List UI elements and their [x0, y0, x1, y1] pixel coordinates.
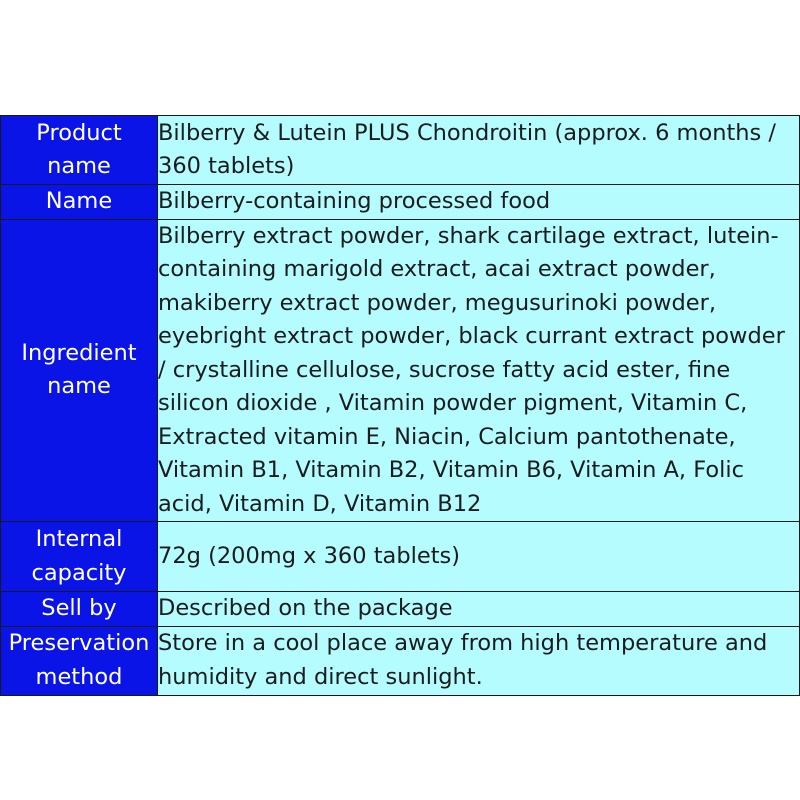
table-row-product-name [1, 116, 800, 185]
product-spec-table [0, 115, 800, 696]
row-label-product-name: Product name [1, 116, 158, 185]
table-row-internal-capacity [1, 522, 800, 592]
row-value-internal-capacity: 72g (200mg x 360 tablets) [158, 522, 800, 592]
table-row-ingredient-name [1, 219, 800, 522]
row-label-preservation-method: Preservation method [1, 626, 158, 695]
row-label-name: Name [1, 185, 158, 220]
product-spec-frame [0, 115, 800, 696]
row-label-sell-by: Sell by [1, 592, 158, 627]
row-value-sell-by: Described on the package [158, 592, 800, 627]
row-value-preservation-method: Store in a cool place away from high temperature and humidity and direct sunlight. [158, 626, 800, 695]
row-value-name: Bilberry-containing processed food [158, 185, 800, 220]
row-label-ingredient-name: Ingredient name [1, 219, 158, 522]
row-value-ingredient-name: Bilberry extract powder, shark cartilage extract, lutein-containing marigold extract, acai extract powder, makiberry extract powder, megusurinoki powder, eyebright extract powder, black currant extract powder / crystalline cellulose, sucrose fatty acid ester, fine silicon dioxide , Vitamin powder pigment, Vitamin C, Extracted vitamin E, Niacin, Calcium pantothenate, Vitamin B1, Vitamin B2, Vitamin B6, Vitamin A, Folic acid, Vitamin D, Vitamin B12 [158, 219, 800, 522]
row-value-product-name: Bilberry & Lutein PLUS Chondroitin (approx. 6 months / 360 tablets) [158, 116, 800, 185]
table-row-sell-by [1, 592, 800, 627]
table-row-preservation-method [1, 626, 800, 695]
table-row-name [1, 185, 800, 220]
row-label-internal-capacity: Internal capacity [1, 522, 158, 592]
